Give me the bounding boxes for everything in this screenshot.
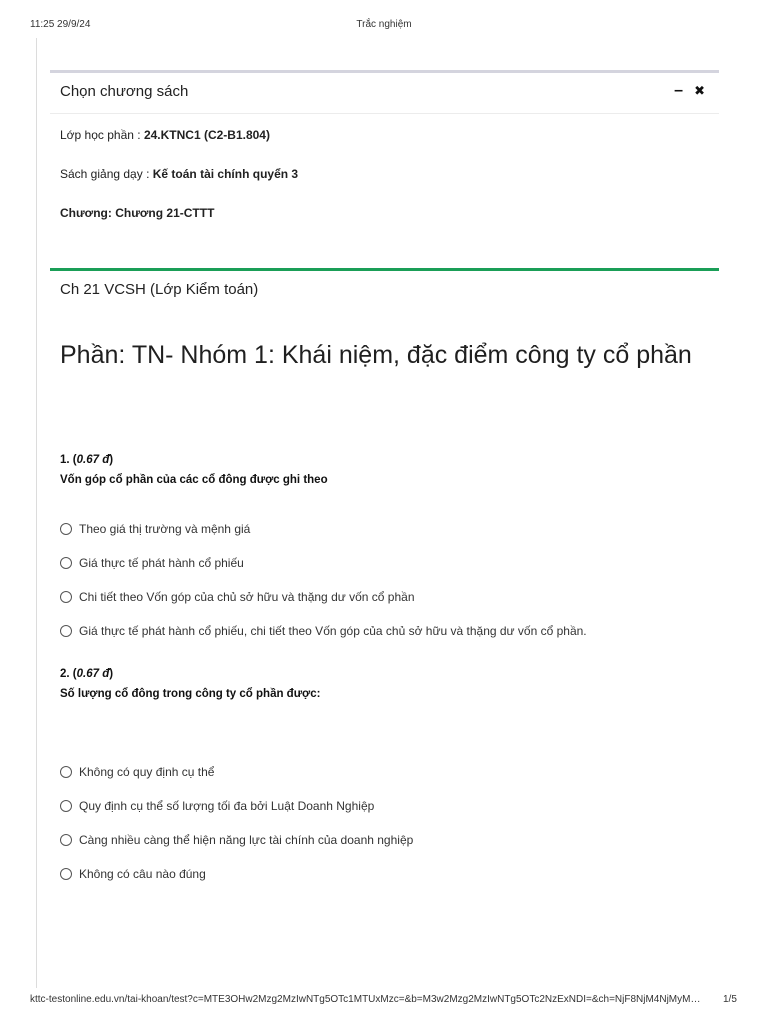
option-label: Không có quy định cụ thể [79,765,215,779]
option-label: Chi tiết theo Vốn góp của chủ sở hữu và thặng dư vốn cổ phần [79,590,415,604]
question-1-number: 1. (0.67 đ) [60,454,114,466]
radio-button[interactable] [60,868,72,880]
class-label: Lớp học phần : [60,128,144,142]
left-margin-divider [36,38,37,988]
question-2-text: Số lượng cổ đông trong công ty cổ phần được: [60,688,321,700]
book-label: Sách giảng dạy : [60,167,153,181]
chapter-select-panel [50,70,719,243]
section-title: Phần: TN- Nhóm 1: Khái niệm, đặc điểm công ty cổ phần [60,341,692,369]
class-value: 24.KTNC1 (C2-B1.804) [143,128,270,142]
minimize-icon[interactable]: – [674,82,683,99]
question-2-number: 2. (0.67 đ) [60,668,114,680]
question-1-option-2[interactable] [60,555,244,571]
question-points: 0.67 đ [76,454,110,466]
question-number: 2. [60,668,70,680]
question-2-option-4[interactable] [60,866,206,882]
print-page-number: 1/5 [723,994,737,1005]
option-label: Theo giá thị trường và mệnh giá [79,522,251,536]
radio-button[interactable] [60,557,72,569]
test-title: Ch 21 VCSH (Lớp Kiểm toán) [60,281,259,298]
question-number: 1. [60,454,70,466]
radio-button[interactable] [60,834,72,846]
question-1-option-3[interactable] [60,589,415,605]
radio-button[interactable] [60,625,72,637]
book-info [60,167,298,181]
test-panel [50,268,719,311]
option-label: Không có câu nào đúng [79,867,206,881]
radio-button[interactable] [60,800,72,812]
chapter-select-header [50,73,719,114]
question-2-option-1[interactable] [60,764,214,780]
chapter-select-title: Chọn chương sách [60,83,189,100]
option-label: Giá thực tế phát hành cổ phiếu, chi tiết theo Vốn góp của chủ sở hữu và thặng dư vốn cổ phần. [79,624,587,638]
print-page-title: Trắc nghiệm [356,19,412,30]
book-value: Kế toán tài chính quyển 3 [152,167,299,181]
option-label: Quy định cụ thể số lượng tối đa bởi Luật Doanh Nghiệp [79,799,375,813]
question-1-option-1[interactable] [60,521,250,537]
chapter-text: Chương: Chương 21-CTTT [60,206,215,220]
question-2-option-3[interactable] [60,832,413,848]
chapter-info [60,206,214,220]
print-footer-url: kttc-testonline.edu.vn/tai-khoan/test?c=MTE3OHw2Mzg2MzIwNTg5OTc1MTUxMzc=&b=M3w2Mzg2MzIwNTg5OTc2NzExNDI=&ch=NjF8NjM4NjMyM… [30,994,701,1005]
radio-button[interactable] [60,766,72,778]
close-icon[interactable]: ✖ [694,83,705,98]
print-header [0,0,768,30]
print-datetime: 11:25 29/9/24 [30,19,91,30]
radio-button[interactable] [60,523,72,535]
class-info [60,128,270,142]
radio-button[interactable] [60,591,72,603]
option-label: Giá thực tế phát hành cổ phiếu [79,556,244,570]
question-points: 0.67 đ [76,668,110,680]
option-label: Càng nhiều càng thể hiện năng lực tài chính của doanh nghiệp [79,833,414,847]
question-1-option-4[interactable] [60,623,587,639]
question-1-text: Vốn góp cổ phần của các cổ đông được ghi theo [60,474,328,486]
question-2-option-2[interactable] [60,798,374,814]
